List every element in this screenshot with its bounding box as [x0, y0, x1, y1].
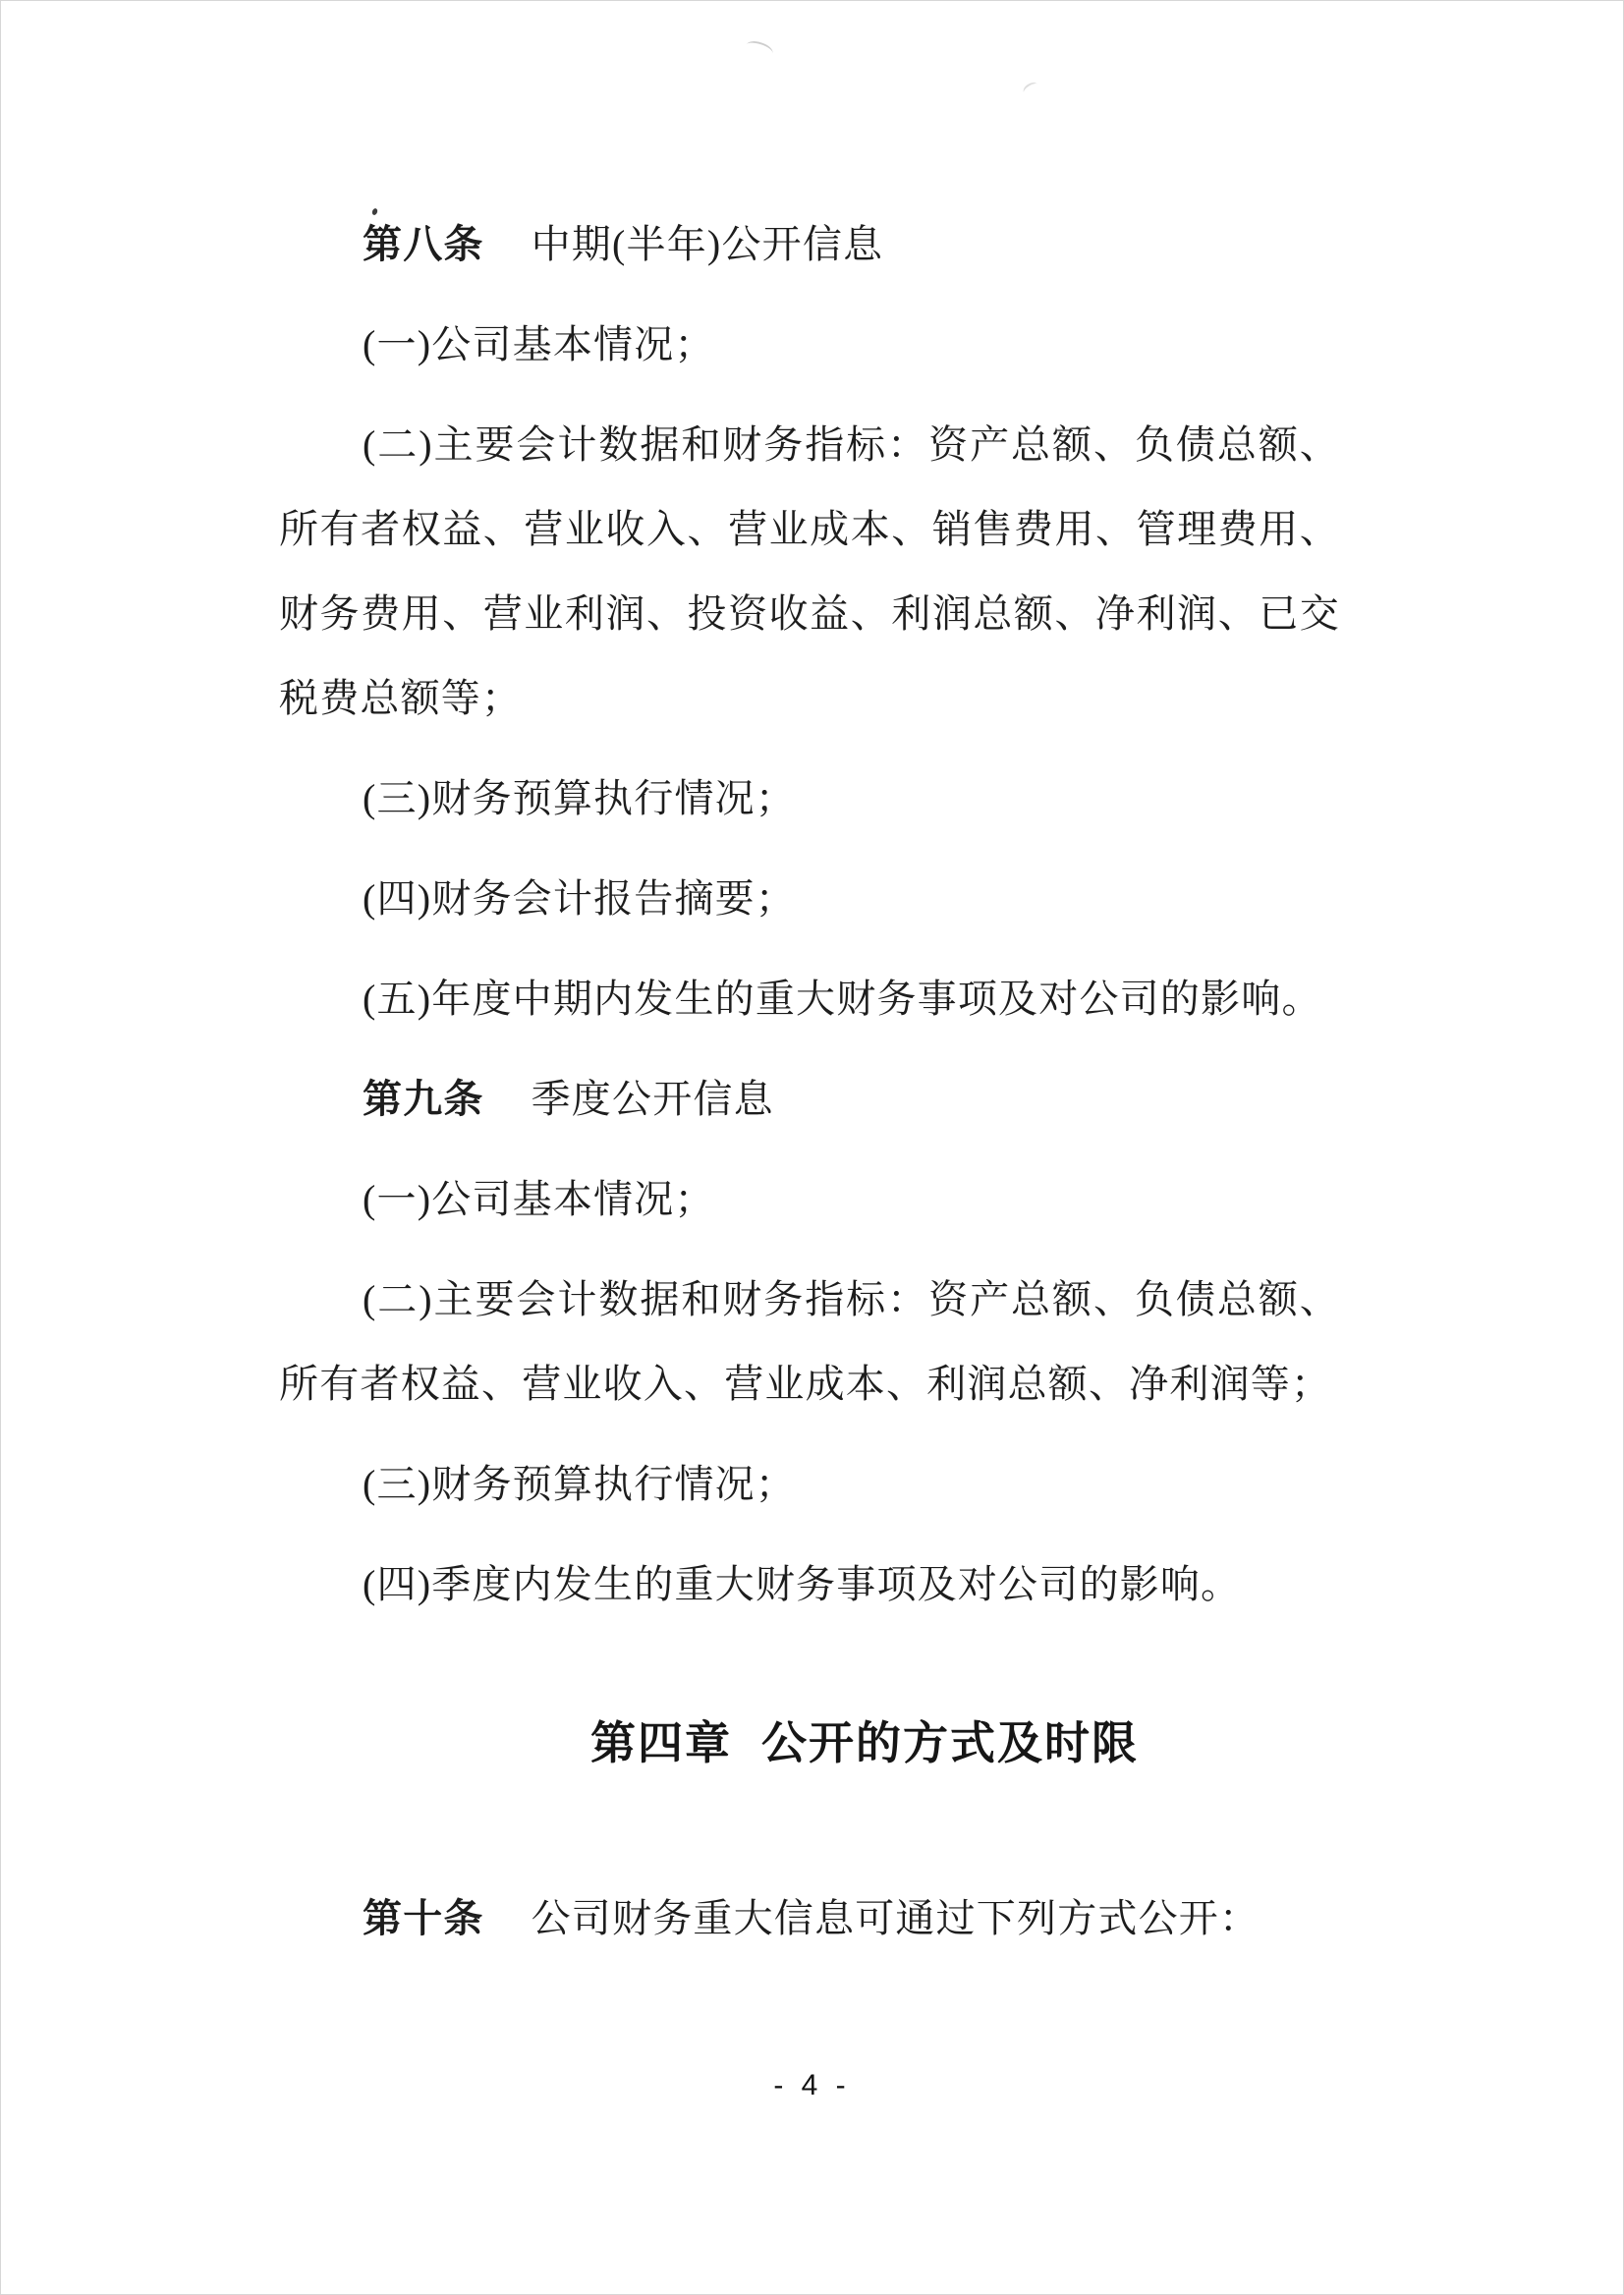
article-10-number: 第十条 [363, 1896, 484, 1940]
clause-8-3: (三)财务预算执行情况； [363, 776, 797, 820]
chapter-4-heading [334, 1699, 1395, 1787]
scan-artifact [745, 38, 775, 60]
clause-8-1: (一)公司基本情况； [363, 322, 715, 366]
article-9-heading [279, 1057, 1340, 1142]
article-8-title: 中期(半年)公开信息 [531, 222, 884, 266]
document-body [279, 202, 1340, 1977]
article-10-heading [279, 1876, 1340, 1961]
clause-9-2: (二)主要会计数据和财务指标：资产总额、负债总额、所有者权益、营业收入、营业成本、利润总额、净利润等； [279, 1277, 1340, 1406]
clause-8-2: (二)主要会计数据和财务指标：资产总额、负债总额、所有者权益、营业收入、营业成本、销售费用、管理费用、财务费用、营业利润、投资收益、利润总额、净利润、已交税费总额等； [279, 422, 1340, 720]
article-9-number: 第九条 [363, 1077, 484, 1121]
clause-8-5: (五)年度中期内发生的重大财务事项及对公司的影响。 [363, 977, 1322, 1021]
scan-artifact [1022, 81, 1040, 97]
clause-9-3: (三)财务预算执行情况； [363, 1462, 797, 1506]
article-9-title: 季度公开信息 [531, 1077, 774, 1121]
clause-9-4: (四)季度内发生的重大财务事项及对公司的影响。 [363, 1562, 1242, 1606]
clause-9-1: (一)公司基本情况； [363, 1177, 715, 1221]
article-8-heading [279, 202, 1340, 287]
article-10-title: 公司财务重大信息可通过下列方式公开： [531, 1896, 1260, 1940]
clause-8-4: (四)财务会计报告摘要； [363, 876, 797, 921]
chapter-4-title: 公开的方式及时限 [761, 1717, 1139, 1768]
chapter-4-number: 第四章 [590, 1717, 732, 1768]
article-8-number: 第八条 [363, 222, 484, 266]
page-number: - 4 - [773, 2069, 851, 2101]
